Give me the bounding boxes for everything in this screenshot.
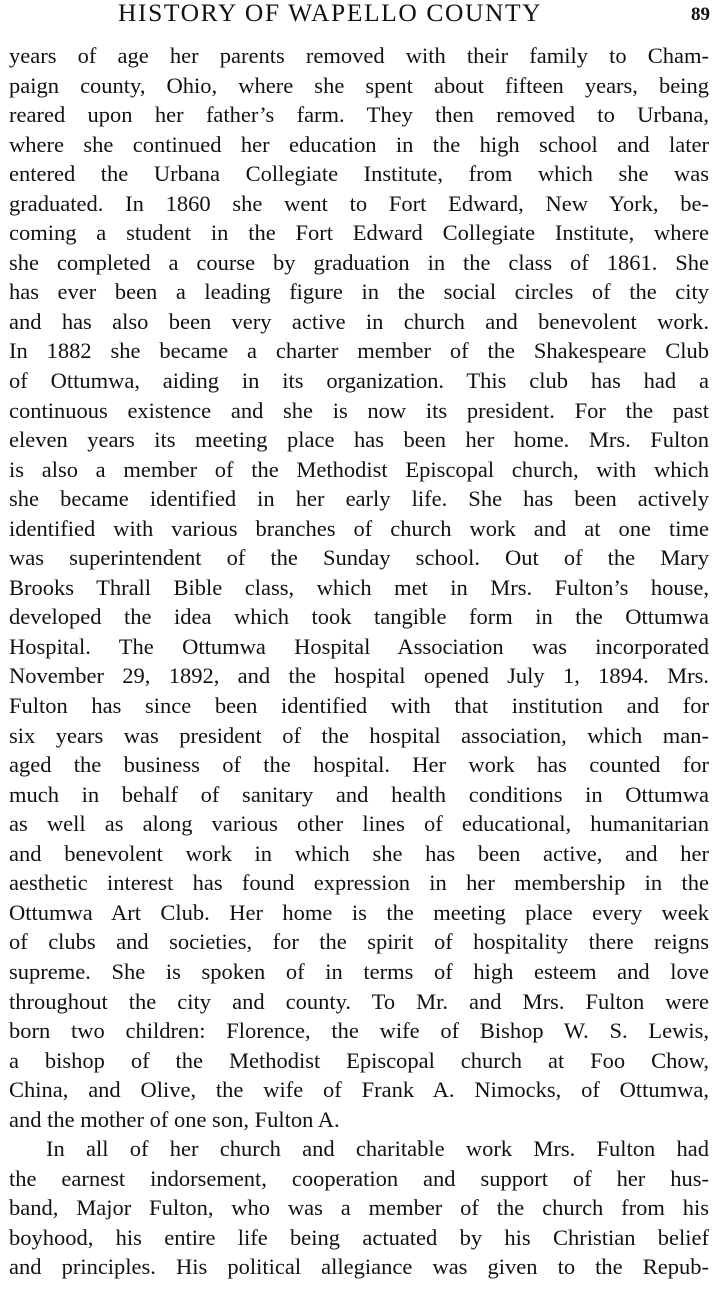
text-line: coming a student in the Fort Edward Collegiate Institute, where xyxy=(9,220,709,246)
text-line: was superintendent of the Sunday school. Out of the Mary xyxy=(9,545,709,571)
text-line: much in behalf of sanitary and health conditions in Ottumwa xyxy=(9,781,709,807)
text-line: eleven years its meeting place has been her home. Mrs. Fulton xyxy=(9,427,709,453)
text-line: of clubs and societies, for the spirit of hospitality there reigns xyxy=(9,929,709,955)
text-line: entered the Urbana Collegiate Institute, from which she was xyxy=(9,161,709,187)
text-line: continuous existence and she is now its president. For the past xyxy=(9,397,709,423)
text-line: In 1882 she became a charter member of the Shakespeare Club xyxy=(9,338,709,364)
text-line: band, Major Fulton, who was a member of the church from his xyxy=(9,1195,709,1221)
text-line: has ever been a leading figure in the social circles of the city xyxy=(9,279,709,305)
text-line: identified with various branches of church work and at one time xyxy=(9,515,709,541)
text-line: the earnest indorsement, cooperation and support of her hus- xyxy=(9,1165,709,1191)
text-line: throughout the city and county. To Mr. and Mrs. Fulton were xyxy=(9,988,709,1014)
text-line: supreme. She is spoken of in terms of high esteem and love xyxy=(9,958,709,984)
text-line: graduated. In 1860 she went to Fort Edward, New York, be- xyxy=(9,190,709,216)
text-line: she became identified in her early life. She has been actively xyxy=(9,486,709,512)
text-line: and the mother of one son, Fulton A. xyxy=(9,1106,340,1132)
body-text xyxy=(9,41,709,1282)
text-line: Brooks Thrall Bible class, which met in Mrs. Fulton’s house, xyxy=(9,574,709,600)
text-line: developed the idea which took tangible form in the Ottumwa xyxy=(9,604,709,630)
text-line: and benevolent work in which she has been active, and her xyxy=(9,840,709,866)
text-line: and principles. His political allegiance was given to the Repub- xyxy=(9,1254,709,1280)
text-line: Hospital. The Ottumwa Hospital Association was incorporated xyxy=(9,633,709,659)
text-line: is also a member of the Methodist Episcopal church, with which xyxy=(9,456,709,482)
text-line: years of age her parents removed with their family to Cham- xyxy=(9,43,709,68)
text-line: In all of her church and charitable work Mrs. Fulton had xyxy=(46,1136,709,1162)
text-line: China, and Olive, the wife of Frank A. Nimocks, of Ottumwa, xyxy=(9,1077,709,1103)
running-head xyxy=(0,0,716,30)
text-line: November 29, 1892, and the hospital opened July 1, 1894. Mrs. xyxy=(9,663,709,689)
running-title: HISTORY OF WAPELLO COUNTY xyxy=(118,0,543,27)
text-line: as well as along various other lines of educational, humanitarian xyxy=(9,811,709,837)
text-line: Ottumwa Art Club. Her home is the meeting place every week xyxy=(9,899,709,925)
text-line: paign county, Ohio, where she spent about fifteen years, being xyxy=(9,72,709,98)
text-line: aesthetic interest has found expression in her membership in the xyxy=(9,870,709,896)
text-line: where she continued her education in the high school and later xyxy=(9,131,709,157)
text-line: reared upon her father’s farm. They then removed to Urbana, xyxy=(9,102,709,128)
text-line: she completed a course by graduation in the class of 1861. She xyxy=(9,249,709,275)
page-number: 89 xyxy=(691,4,710,25)
text-line: a bishop of the Methodist Episcopal church at Foo Chow, xyxy=(9,1047,709,1073)
text-line: Fulton has since been identified with that institution and for xyxy=(9,693,709,719)
text-line: aged the business of the hospital. Her work has counted for xyxy=(9,752,709,778)
text-line: of Ottumwa, aiding in its organization. This club has had a xyxy=(9,368,709,394)
text-line: and has also been very active in church and benevolent work. xyxy=(9,308,709,334)
text-line: born two children: Florence, the wife of Bishop W. S. Lewis, xyxy=(9,1018,709,1044)
text-line: six years was president of the hospital association, which man- xyxy=(9,722,709,748)
text-line: boyhood, his entire life being actuated by his Christian belief xyxy=(9,1224,709,1250)
